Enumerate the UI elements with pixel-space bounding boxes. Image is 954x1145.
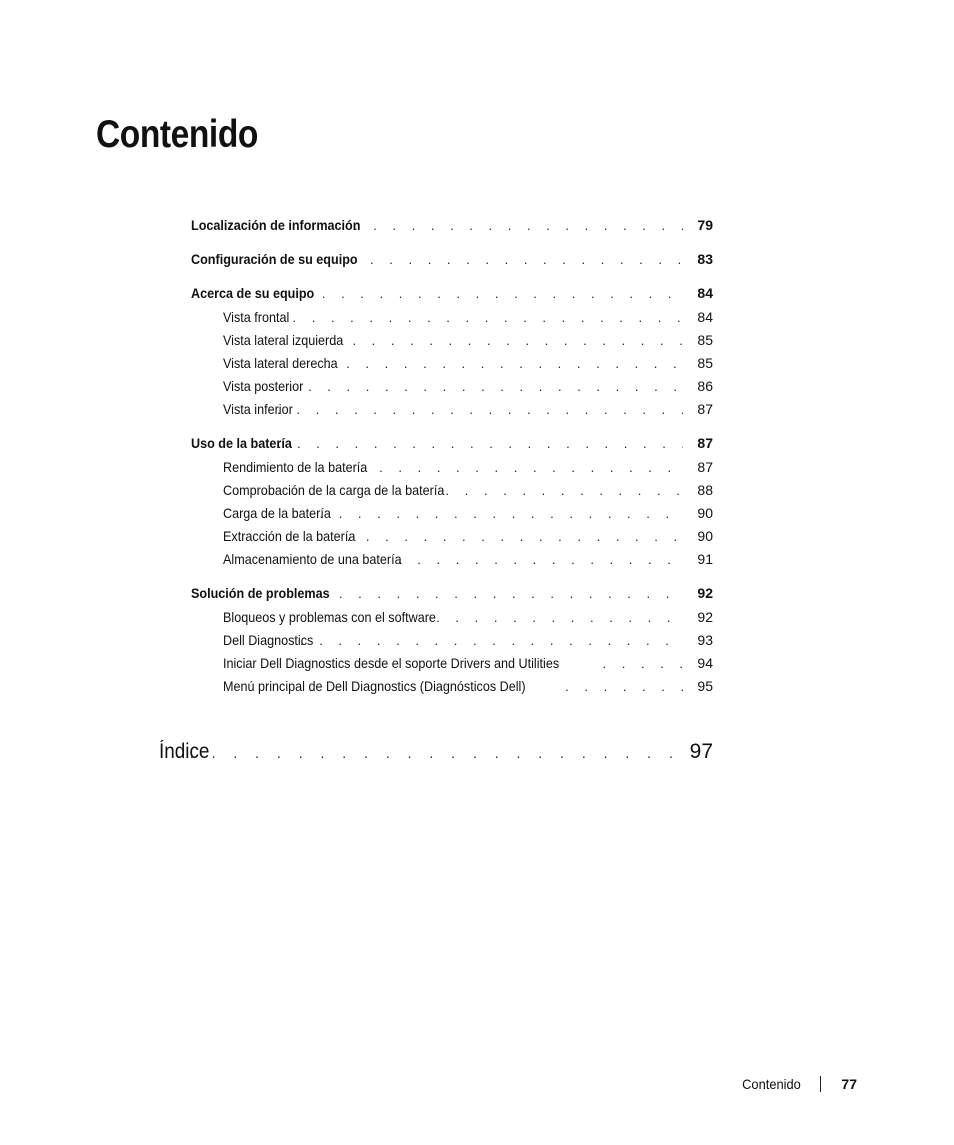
toc-subentry-label: Vista lateral izquierda bbox=[223, 332, 344, 348]
toc-entry[interactable] bbox=[191, 217, 713, 240]
dot-leader bbox=[272, 436, 683, 451]
toc-subentry[interactable] bbox=[191, 378, 713, 401]
toc-subentry-page: 85 bbox=[697, 355, 713, 371]
toc-subentry[interactable] bbox=[191, 309, 713, 332]
toc-subentry-page: 93 bbox=[697, 632, 713, 648]
dot-leader bbox=[440, 483, 683, 498]
dot-leader bbox=[392, 552, 683, 567]
dot-leader bbox=[297, 286, 683, 301]
index-page: 97 bbox=[689, 740, 713, 763]
toc-section-configuracion bbox=[191, 251, 713, 274]
table-of-contents bbox=[191, 217, 713, 712]
toc-subentry-label: Carga de la batería bbox=[223, 505, 331, 521]
toc-section-localizacion bbox=[191, 217, 713, 240]
toc-subentry-label: Vista lateral derecha bbox=[223, 355, 338, 371]
dot-leader bbox=[313, 506, 683, 521]
dot-leader bbox=[327, 333, 683, 348]
toc-subentry-page: 88 bbox=[697, 482, 713, 498]
dot-leader bbox=[267, 310, 683, 325]
toc-entry[interactable] bbox=[191, 435, 713, 458]
toc-entry-page: 83 bbox=[697, 251, 713, 267]
toc-subentry-page: 87 bbox=[697, 459, 713, 475]
dot-leader bbox=[283, 379, 683, 394]
toc-subentry-label: Dell Diagnostics bbox=[223, 632, 314, 648]
dot-leader bbox=[430, 610, 683, 625]
toc-subentry-page: 92 bbox=[697, 609, 713, 625]
toc-subentry-page: 86 bbox=[697, 378, 713, 394]
toc-entry[interactable] bbox=[191, 585, 713, 608]
page-footer bbox=[737, 1076, 857, 1092]
dot-leader bbox=[597, 656, 684, 671]
toc-entry-label: Acerca de su equipo bbox=[191, 285, 315, 301]
toc-subentry[interactable] bbox=[191, 678, 713, 701]
toc-subentry-label: Bloqueos y problemas con el software bbox=[223, 609, 436, 625]
toc-subentry-label: Vista inferior bbox=[223, 401, 293, 417]
toc-subentry-label: Comprobación de la carga de la batería bbox=[223, 482, 445, 498]
toc-subentry-page: 85 bbox=[697, 332, 713, 348]
toc-entry-page: 87 bbox=[697, 435, 713, 451]
toc-subentry-page: 90 bbox=[697, 528, 713, 544]
toc-section-acerca bbox=[191, 285, 713, 424]
toc-entry-page: 92 bbox=[697, 585, 713, 601]
dot-leader bbox=[271, 402, 683, 417]
dot-leader bbox=[559, 679, 683, 694]
toc-subentry-label: Rendimiento de la batería bbox=[223, 459, 368, 475]
toc-subentry[interactable] bbox=[191, 482, 713, 505]
toc-subentry-label: Extracción de la batería bbox=[223, 528, 356, 544]
footer-section-label: Contenido bbox=[741, 1076, 801, 1092]
toc-entry-page: 79 bbox=[697, 217, 713, 233]
toc-entry-index[interactable] bbox=[159, 740, 713, 764]
toc-entry-label: Uso de la batería bbox=[191, 435, 292, 451]
dot-leader bbox=[341, 529, 683, 544]
toc-subentry[interactable] bbox=[191, 401, 713, 424]
toc-entry[interactable] bbox=[191, 285, 713, 308]
toc-subentry-label: Almacenamiento de una batería bbox=[223, 551, 402, 567]
toc-subentry[interactable] bbox=[191, 459, 713, 482]
toc-subentry-label: Menú principal de Dell Diagnostics (Diagnósticos Dell) bbox=[223, 678, 526, 694]
toc-entry-page: 84 bbox=[697, 285, 713, 301]
dot-leader bbox=[294, 633, 683, 648]
toc-subentry-page: 90 bbox=[697, 505, 713, 521]
toc-subentry-page: 94 bbox=[697, 655, 713, 671]
index-label: Índice bbox=[159, 740, 210, 763]
toc-subentry-page: 95 bbox=[697, 678, 713, 694]
dot-leader bbox=[314, 586, 683, 601]
footer-divider bbox=[820, 1076, 821, 1092]
dot-leader bbox=[345, 252, 683, 267]
toc-subentry[interactable] bbox=[191, 355, 713, 378]
toc-subentry-label: Iniciar Dell Diagnostics desde el soporte Drivers and Utilities bbox=[223, 655, 560, 671]
toc-subentry[interactable] bbox=[191, 609, 713, 632]
dot-leader bbox=[348, 218, 683, 233]
toc-subentry[interactable] bbox=[191, 528, 713, 551]
toc-section-problemas bbox=[191, 585, 713, 701]
dot-leader bbox=[182, 745, 679, 761]
toc-subentry-label: Vista posterior bbox=[223, 378, 304, 394]
page-number: 77 bbox=[841, 1076, 857, 1092]
toc-entry-label: Solución de problemas bbox=[191, 585, 330, 601]
toc-entry-label: Configuración de su equipo bbox=[191, 251, 358, 267]
toc-subentry[interactable] bbox=[191, 655, 713, 678]
dot-leader bbox=[321, 356, 683, 371]
toc-entry-label: Localización de información bbox=[191, 217, 361, 233]
toc-subentry[interactable] bbox=[191, 632, 713, 655]
toc-subentry-page: 87 bbox=[697, 401, 713, 417]
page-title: Contenido bbox=[96, 113, 258, 156]
toc-subentry[interactable] bbox=[191, 332, 713, 355]
toc-subentry-label: Vista frontal bbox=[223, 309, 290, 325]
toc-section-bateria bbox=[191, 435, 713, 574]
dot-leader bbox=[354, 460, 683, 475]
toc-subentry[interactable] bbox=[191, 505, 713, 528]
toc-subentry-page: 84 bbox=[697, 309, 713, 325]
toc-subentry[interactable] bbox=[191, 551, 713, 574]
toc-entry[interactable] bbox=[191, 251, 713, 274]
toc-subentry-page: 91 bbox=[697, 551, 713, 567]
